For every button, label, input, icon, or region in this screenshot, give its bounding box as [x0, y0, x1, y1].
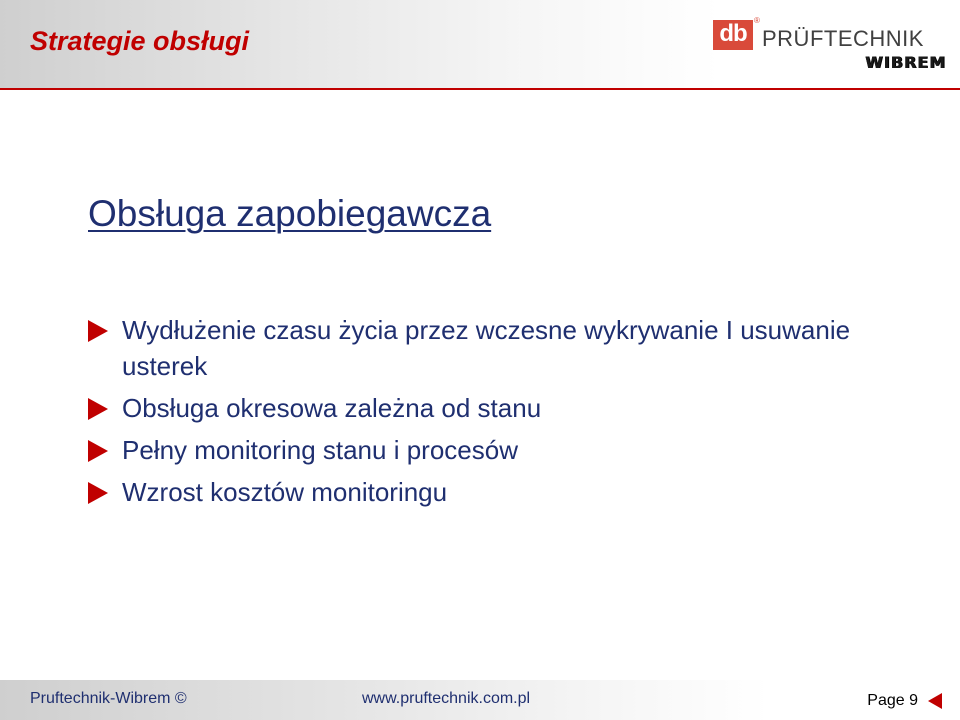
bullet-text: Pełny monitoring stanu i procesów: [122, 435, 518, 465]
bullet-arrow-icon: [88, 320, 108, 342]
footer-website: www.pruftechnik.com.pl: [362, 690, 531, 707]
logo-sub-brand: WIBREM: [833, 53, 946, 72]
bullet-text: Obsługa okresowa zależna od stanu: [122, 393, 542, 423]
footer-company: Pruftechnik-Wibrem ©: [30, 690, 187, 707]
slide-heading: Obsługa zapobiegawcza: [88, 193, 492, 234]
registered-mark: ®: [754, 16, 760, 25]
page-number: Page 9: [861, 688, 924, 714]
bullet-item: [88, 390, 908, 426]
bullet-arrow-icon: [88, 482, 108, 504]
bullet-list: [88, 312, 908, 516]
logo-brand-name: PRÜFTECHNIK: [762, 26, 924, 51]
page-arrow-icon: [928, 693, 942, 709]
logo-mark: db: [713, 20, 753, 50]
bullet-text: Wydłużenie czasu życia przez wczesne wykrywanie I usuwanie usterek: [122, 315, 851, 381]
bullet-item: [88, 312, 908, 384]
bullet-item: [88, 432, 908, 468]
slide-footer: [0, 680, 960, 720]
slide-header: [0, 0, 960, 88]
header-divider: [0, 88, 960, 90]
company-logo: [713, 16, 948, 76]
bullet-item: [88, 474, 908, 510]
bullet-arrow-icon: [88, 398, 108, 420]
bullet-text: Wzrost kosztów monitoringu: [122, 477, 448, 507]
bullet-arrow-icon: [88, 440, 108, 462]
slide-section-title: Strategie obsługi: [30, 26, 250, 56]
